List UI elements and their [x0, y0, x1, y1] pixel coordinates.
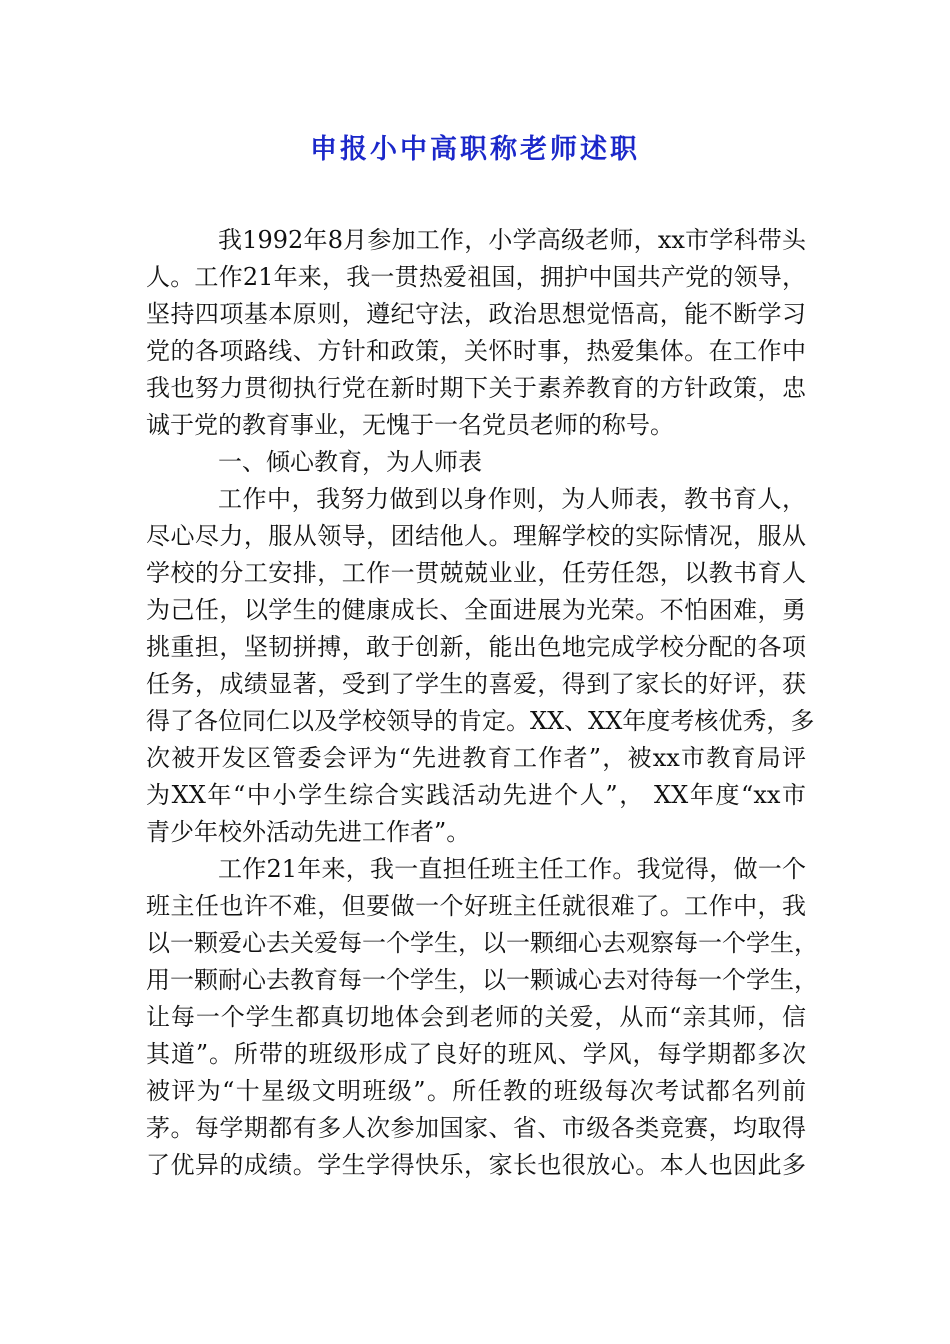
- text-line: 坚持四项基本原则，遵纪守法，政治思想觉悟高，能不断学习: [146, 300, 806, 328]
- document-body: [146, 222, 818, 1184]
- text-line: 得了各位同仁以及学校领导的肯定。XX、XX年度考核优秀，多: [146, 707, 815, 735]
- text-line: 让每一个学生都真切地体会到老师的关爱，从而“亲其师，信: [146, 1003, 806, 1031]
- text-line: 学校的分工安排，工作一贯兢兢业业，任劳任怨，以教书育人: [146, 559, 806, 587]
- paragraph-class-teacher: [146, 851, 818, 1184]
- text-line: 尽心尽力，服从领导，团结他人。理解学校的实际情况，服从: [146, 522, 806, 550]
- text-line: 党的各项路线、方针和政策，关怀时事，热爱集体。在工作中: [146, 337, 806, 365]
- text-line: 人。工作21年来，我一贯热爱祖国，拥护中国共产党的领导，: [146, 263, 806, 291]
- text-line: 诚于党的教育事业，无愧于一名党员老师的称号。: [146, 411, 674, 439]
- text-line: 了优异的成绩。学生学得快乐，家长也很放心。本人也因此多: [146, 1151, 806, 1179]
- text-line: 用一颗耐心去教育每一个学生，以一颗诚心去对待每一个学生，: [146, 966, 818, 994]
- paragraph-section-1: [146, 481, 815, 851]
- text-line: 工作中，我努力做到以身作则，为人师表，教书育人，: [218, 485, 806, 513]
- text-line: 茅。每学期都有多人次参加国家、省、市级各类竞赛，均取得: [146, 1114, 806, 1142]
- text-line: 其道”。所带的班级形成了良好的班风、学风，每学期都多次: [146, 1040, 806, 1068]
- document-title: 申报小中高职称老师述职: [310, 134, 640, 165]
- text-line: 被评为“十星级文明班级”。所任教的班级每次考试都名列前: [146, 1077, 806, 1105]
- section-heading: 一、倾心教育，为人师表: [218, 448, 482, 476]
- text-line: 挑重担，坚韧拼搏，敢于创新，能出色地完成学校分配的各项: [146, 633, 806, 661]
- text-line: 班主任也许不难，但要做一个好班主任就很难了。工作中，我: [146, 892, 806, 920]
- text-line: 青少年校外活动先进工作者”。: [146, 818, 471, 846]
- text-line: 以一颗爱心去关爱每一个学生，以一颗细心去观察每一个学生，: [146, 929, 818, 957]
- paragraph-intro: [146, 222, 806, 444]
- text-line: 任务，成绩显著，受到了学生的喜爱，得到了家长的好评，获: [146, 670, 806, 698]
- text-line: 我也努力贯彻执行党在新时期下关于素养教育的方针政策，忠: [146, 374, 806, 402]
- text-line: 为己任，以学生的健康成长、全面进展为光荣。不怕困难，勇: [146, 596, 806, 624]
- text-line: 工作21年来，我一直担任班主任工作。我觉得，做一个: [218, 855, 806, 883]
- text-line: 次被开发区管委会评为“先进教育工作者”，被xx市教育局评: [146, 744, 806, 772]
- text-line: 为XX年“中小学生综合实践活动先进个人”， XX年度“xx市: [146, 781, 806, 809]
- text-line: 我1992年8月参加工作，小学高级老师，xx市学科带头: [218, 226, 806, 254]
